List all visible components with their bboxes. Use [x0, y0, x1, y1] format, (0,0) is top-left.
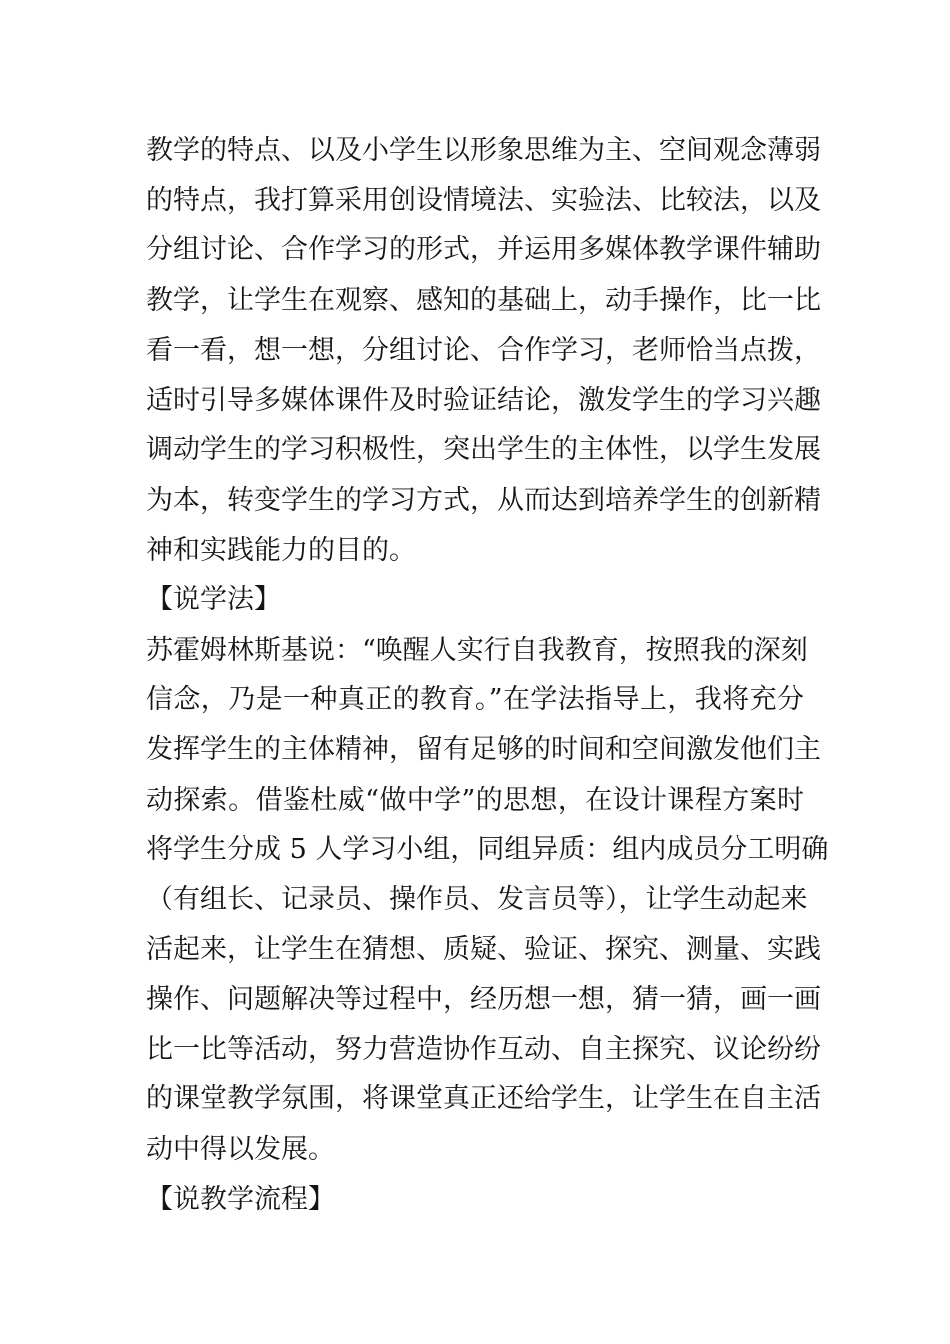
paragraph-line: 教学，让学生在观察、感知的基础上，动手操作，比一比: [146, 285, 821, 316]
paragraph-line: 操作、问题解决等过程中，经历想一想，猜一猜，画一画: [146, 984, 821, 1015]
paragraph-line: 动探索。借鉴杜威“做中学”的思想，在设计课程方案时: [146, 785, 804, 816]
paragraph-line: 动中得以发展。: [146, 1134, 335, 1165]
paragraph-line: （有组长、记录员、操作员、发言员等），让学生动起来: [146, 884, 808, 915]
paragraph-line: 苏霍姆林斯基说：“唤醒人实行自我教育，按照我的深刻: [146, 635, 808, 666]
paragraph-line: 教学的特点、以及小学生以形象思维为主、空间观念薄弱: [146, 135, 821, 166]
paragraph-line: 适时引导多媒体课件及时验证结论，激发学生的学习兴趣: [146, 385, 821, 416]
paragraph-line: 分组讨论、合作学习的形式，并运用多媒体教学课件辅助: [146, 234, 821, 265]
section-heading-study-method: 【说学法】: [146, 584, 281, 615]
paragraph-line: 信念，乃是一种真正的教育。”在学法指导上，我将充分: [146, 684, 804, 715]
paragraph-line: 活起来，让学生在猜想、质疑、验证、探究、测量、实践: [146, 934, 821, 965]
paragraph-line: 比一比等活动，努力营造协作互动、自主探究、议论纷纷: [146, 1034, 821, 1065]
paragraph-line: 的特点，我打算采用创设情境法、实验法、比较法，以及: [146, 185, 821, 216]
section-heading-teaching-process: 【说教学流程】: [146, 1184, 335, 1215]
paragraph-line: 调动学生的学习积极性，突出学生的主体性，以学生发展: [146, 434, 821, 465]
paragraph-line: 看一看，想一想，分组讨论、合作学习，老师恰当点拨，: [146, 335, 821, 366]
paragraph-line: 神和实践能力的目的。: [146, 535, 416, 566]
paragraph-line: 为本，转变学生的学习方式，从而达到培养学生的创新精: [146, 485, 821, 516]
paragraph-line: 发挥学生的主体精神，留有足够的时间和空间激发他们主: [146, 734, 821, 765]
paragraph-line: 的课堂教学氛围，将课堂真正还给学生，让学生在自主活: [146, 1083, 821, 1114]
paragraph-line: 将学生分成 5 人学习小组，同组异质：组内成员分工明确: [146, 834, 829, 865]
